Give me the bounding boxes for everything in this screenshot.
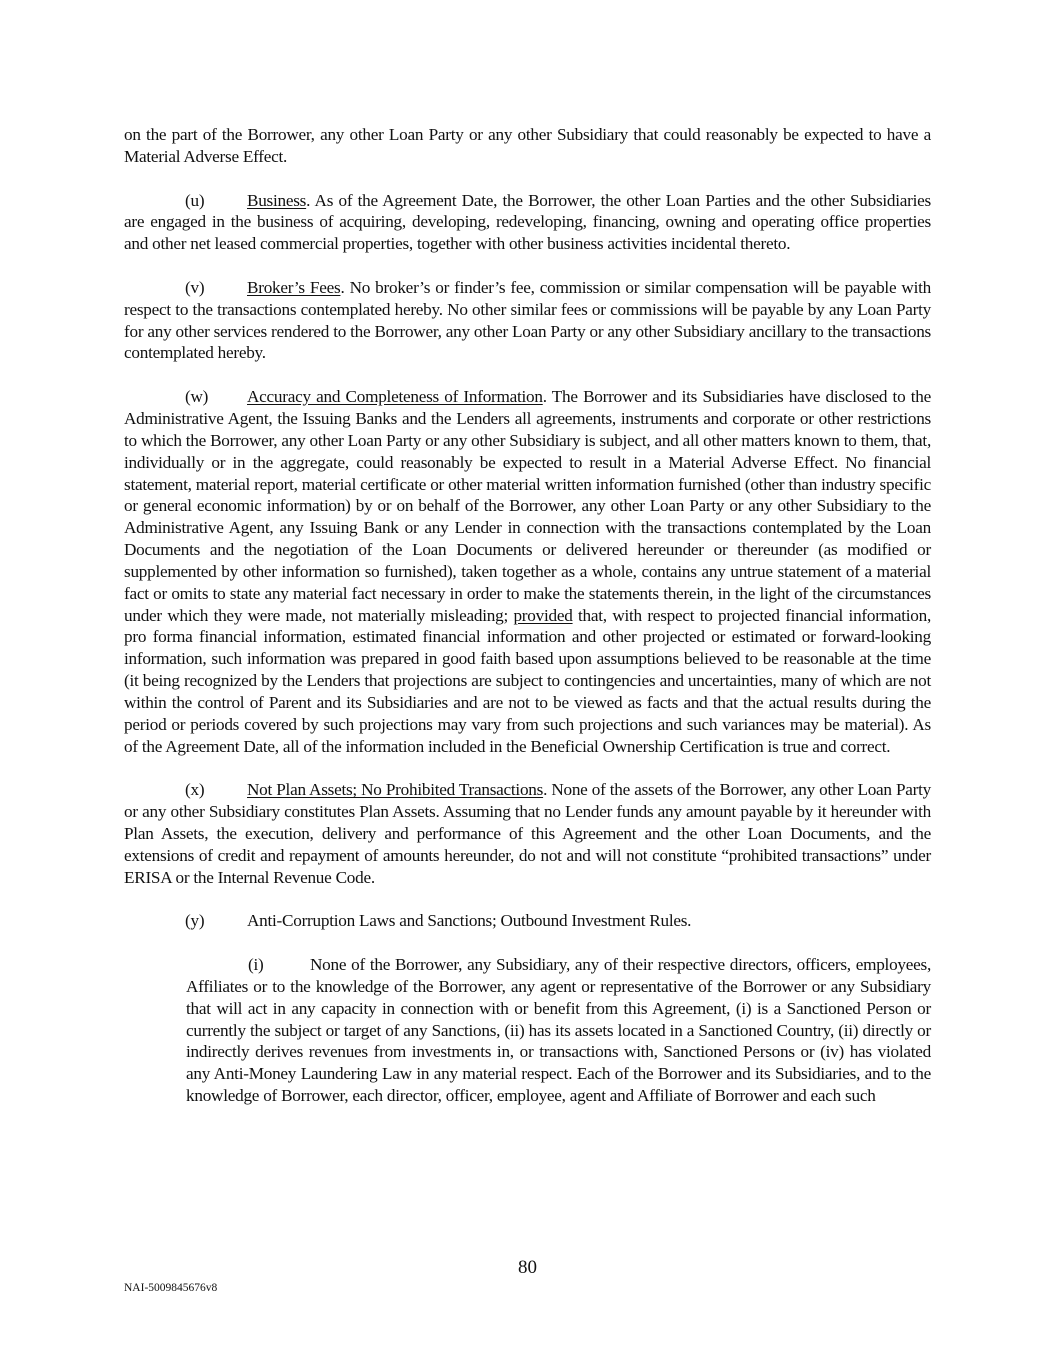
document-body	[124, 124, 931, 1129]
section-u	[124, 190, 931, 256]
subsection-block	[186, 954, 931, 1107]
section-heading: Anti-Corruption Laws and Sanctions; Outbound Investment Rules.	[247, 911, 692, 931]
section-heading: Not Plan Assets; No Prohibited Transactions	[247, 780, 544, 800]
continuation-paragraph: on the part of the Borrower, any other Loan Party or any other Subsidiary that could reasonably be expected to have a Material Adverse Effect.	[124, 125, 931, 166]
page-number: 80	[518, 1257, 537, 1278]
section-w	[124, 386, 931, 757]
section-heading: Business	[247, 190, 307, 210]
section-body: . No broker’s or finder’s fee, commission or similar compensation will be payable with respect to the transactions contemplated hereby. No other similar fees or commissions will be payable by any Loan Party for any other services rendered to the Borrower, any other Loan Party or any other Subsidiary ancillary to the transactions contemplated hereby.	[124, 277, 931, 363]
section-y	[124, 910, 931, 932]
section-body: . The Borrower and its Subsidiaries have disclosed to the Administrative Agent, the Issuing Banks and the Lenders all agreements, instruments and corporate or other restrictions to which the Borrower, any other Loan Party or any other Subsidiary is subject, and all other matters known to them, that, individually or in the aggregate, could reasonably be expected to result in a Material Adverse Effect. No financial statement, material report, material certificate or other material written information furnished (other than industry specific or general economic information) by or on behalf of the Borrower, any other Loan Party or any other Subsidiary to the Administrative Agent, any Issuing Bank or any Lender in connection with the transactions contemplated by the Loan Documents and the negotiation of the Loan Documents or delivered hereunder or thereunder (as modified or supplemented by other information so furnished), taken together as a whole, contains any untrue statement of a material fact or omits to state any material fact necessary in order to make the statements therein, in the light of the circumstances under which they were made, not materially misleading;	[124, 387, 931, 625]
section-body: . As of the Agreement Date, the Borrower, the other Loan Parties and the other Subsidiaries are engaged in the business of acquiring, developing, redeveloping, financing, owning and operating office properties and other net leased commercial properties, together with other business activities incidental thereto.	[124, 190, 931, 254]
section-label: (y)	[185, 911, 205, 931]
section-body-continued: that, with respect to projected financial information, pro forma financial information, estimated financial information and other projected or estimated or forward-looking information, such information was prepared in good faith based upon assumptions believed to be reasonable at the time (it being recognized by the Lenders that projections are subject to contingencies and uncertainties, many of which are not within the control of Parent and its Subsidiaries and are not to be viewed as facts and that the actual results during the period or periods covered by such projections may vary from such projections and such variances may be material). As of the Agreement Date, all of the information included in the Beneficial Ownership Certification is true and correct.	[124, 605, 931, 756]
section-x	[124, 779, 931, 888]
section-heading: Accuracy and Completeness of Information	[247, 387, 543, 407]
section-label: (x)	[185, 780, 205, 800]
section-v	[124, 277, 931, 364]
subsection-body: None of the Borrower, any Subsidiary, any of their respective directors, officers, employees, Affiliates or to the knowledge of the Borrower, any agent or representative of the Borrower or any Subsidiary that will act in any capacity in connection with or benefit from this Agreement, (i) is a Sanctioned Person or currently the subject or target of any Sanctions, (ii) has its assets located in a Sanctioned Country, (ii) directly or indirectly derives revenues from investments in, or transactions with, Sanctioned Persons or (iv) has violated any Anti-Money Laundering Law in any material respect. Each of the Borrower and its Subsidiaries, and to the knowledge of Borrower, each director, officer, employee, agent and Affiliate of Borrower and each such	[186, 955, 931, 1106]
subsection-label: (i)	[248, 955, 264, 975]
section-label: (w)	[185, 387, 209, 407]
section-heading: Broker’s Fees	[247, 277, 341, 297]
subsection-i	[186, 954, 931, 1107]
document-id: NAI-5009845676v8	[124, 1282, 218, 1294]
proviso-term: provided	[513, 605, 573, 625]
section-label: (v)	[185, 277, 205, 297]
section-label: (u)	[185, 190, 205, 210]
section-body: . None of the assets of the Borrower, any other Loan Party or any other Subsidiary constitutes Plan Assets. Assuming that no Lender funds any amount payable by it hereunder with Plan Assets, the execution, delivery and performance of this Agreement and the other Loan Documents, and the extensions of credit and repayment of amounts hereunder, do not and will not constitute “prohibited transactions” under ERISA or the Internal Revenue Code.	[124, 780, 931, 887]
